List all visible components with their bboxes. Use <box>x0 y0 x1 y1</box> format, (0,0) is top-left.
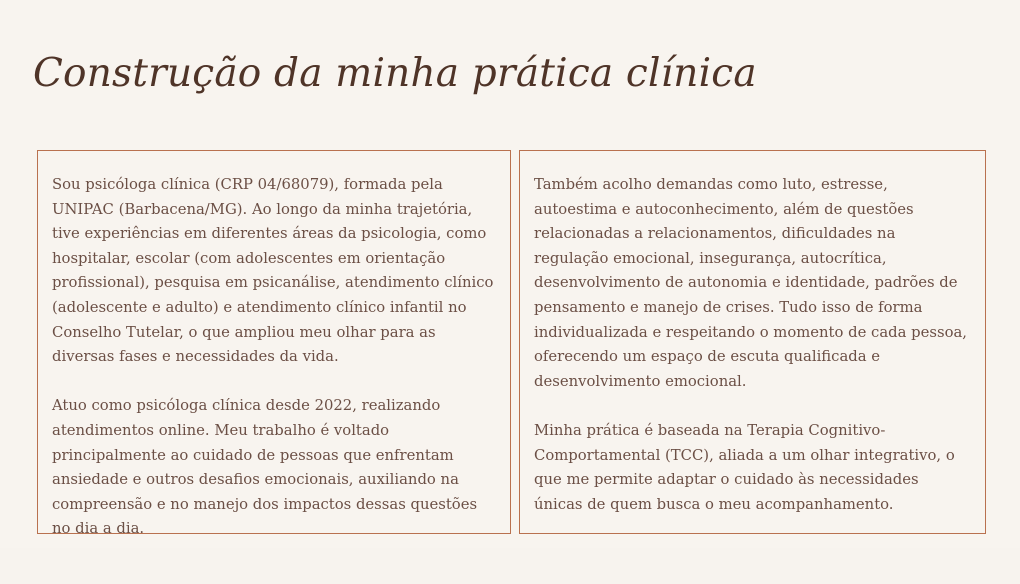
practice-card-approach <box>519 150 986 534</box>
card-paragraph-tcc: Minha prática é baseada na Terapia Cognitivo-Comportamental (TCC), aliada a um olhar integrativo, o que me permite adaptar o cuidado às necessidades únicas de quem busca o meu acompanhamento. <box>534 421 955 513</box>
card-paragraph-online-practice: Atuo como psicóloga clínica desde 2022, realizando atendimentos online. Meu trabalho é voltado principalmente ao cuidado de pessoas que enfrentam ansiedade e outros desafios emocionais, auxiliando na compreensão e no manejo dos impactos dessas questões no dia a dia. <box>52 397 478 538</box>
card-paragraph-demands: Também acolho demandas como luto, estresse, autoestima e autoconhecimento, além de questões relacionadas a relacionamentos, dificuldades na regulação emocional, insegurança, autocrítica, desenvolvimento de autonomia e identidade, padrões de pensamento e manejo de crises. Tudo isso de forma individualizada e respeitando o momento de cada pessoa, oferecendo um espaço de escuta qualificada e desenvolvimento emocional. <box>534 176 968 390</box>
footer-strip <box>0 548 1020 584</box>
card-paragraph-background: Sou psicóloga clínica (CRP 04/68079), formada pela UNIPAC (Barbacena/MG). Ao longo da minha trajetória, tive experiências em diferentes áreas da psicologia, como hospitalar, escolar (com adolescentes em orientação profissional), pesquisa em psicanálise, atendimento clínico (adolescente e adulto) e atendimento clínico infantil no Conselho Tutelar, o que ampliou meu olhar para as diversas fases e necessidades da vida. <box>52 176 494 366</box>
page-title: Construção da minha prática clínica <box>33 51 757 96</box>
practice-card-background <box>37 150 511 538</box>
